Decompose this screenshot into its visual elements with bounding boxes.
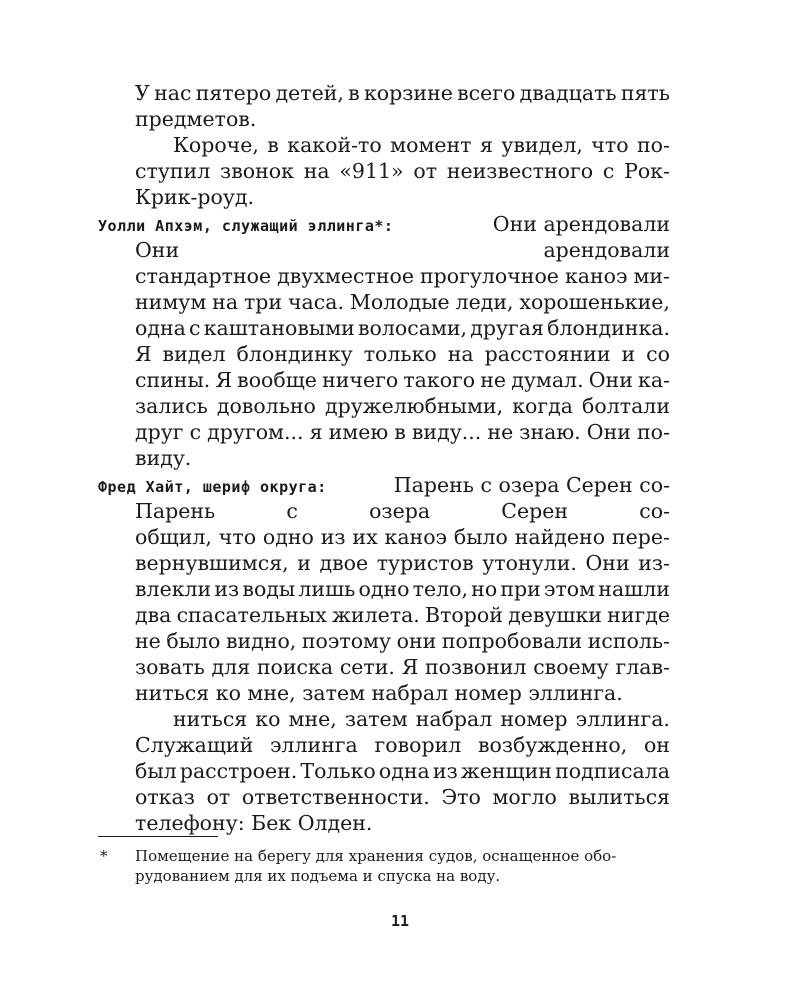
- word: при: [500, 577, 541, 601]
- speaker-label-hayt: Фред Хайт, шериф округа:: [98, 478, 327, 496]
- word: Серен: [501, 499, 569, 523]
- word: поиска: [256, 655, 334, 679]
- word: спасательных: [176, 603, 327, 627]
- text-line-14: [135, 419, 670, 445]
- text-line-12: [135, 367, 670, 393]
- text-line-4: [135, 158, 670, 184]
- text-line-8: [135, 263, 670, 289]
- word: номер: [500, 707, 568, 731]
- word: ответственности.: [241, 785, 430, 809]
- word: Они: [585, 551, 630, 575]
- word: в: [348, 81, 360, 105]
- word: два: [135, 603, 172, 627]
- word: всего: [457, 81, 516, 105]
- text-line-3: [173, 132, 670, 158]
- footnote-line-1: Помещение на берегу для хранения судов, оснащенное обо-: [135, 847, 617, 865]
- word: жилета.: [332, 603, 420, 627]
- word: было: [453, 525, 508, 549]
- text-line-23: [135, 628, 670, 654]
- word: вылиться: [568, 785, 670, 809]
- text-line-30: телефону: Бек Олден.: [135, 811, 373, 835]
- word: другая: [470, 316, 544, 340]
- text-line-17: Парень с озера Серен со-: [393, 473, 670, 497]
- word: отказ: [135, 785, 195, 809]
- text-line-21: [135, 576, 670, 602]
- word: ми-: [633, 264, 670, 288]
- word: могло: [492, 785, 557, 809]
- word: этом: [543, 577, 596, 601]
- word: какой-то: [287, 133, 382, 157]
- speaker-line-1: [98, 211, 670, 239]
- word: от: [206, 785, 231, 809]
- word: Это: [441, 785, 481, 809]
- word: своему: [533, 655, 609, 679]
- word: блондинка.: [547, 316, 670, 340]
- footnote-marker: *: [100, 847, 108, 865]
- text-line-5: Крик-роуд.: [135, 185, 255, 209]
- speaker-label-upham: Уолли Апхэм, служащий эллинга*:: [98, 217, 394, 235]
- word: со-: [639, 499, 670, 523]
- word: арендовали: [543, 238, 670, 262]
- word: Парень: [135, 499, 216, 523]
- word: ко: [255, 707, 281, 731]
- text-line-24: [135, 654, 670, 680]
- word: увидел,: [501, 133, 583, 157]
- word: двое: [319, 551, 369, 575]
- word: но: [471, 577, 498, 601]
- text-line-15: виду.: [135, 446, 192, 470]
- word: Они: [586, 420, 631, 444]
- word: со: [646, 342, 670, 366]
- word: двухместное: [277, 264, 414, 288]
- word: по-: [636, 420, 670, 444]
- word: одно: [262, 525, 314, 549]
- word: Я: [215, 368, 233, 392]
- word: утонули.: [482, 551, 577, 575]
- word: виду...: [411, 420, 482, 444]
- text-line-2: предметов.: [135, 107, 257, 131]
- word: Я: [135, 342, 152, 366]
- word: озера: [369, 499, 431, 523]
- word: набрал: [415, 707, 493, 731]
- word: такого: [403, 368, 476, 392]
- word: был: [135, 759, 177, 783]
- word: туристов: [376, 551, 474, 575]
- word: видно,: [225, 629, 297, 653]
- word: пере-: [611, 525, 670, 549]
- word: имею: [328, 420, 389, 444]
- word: Молодые: [349, 290, 450, 314]
- word: для: [211, 655, 251, 679]
- footnote-rule: [98, 836, 218, 837]
- word: мне,: [288, 707, 337, 731]
- word: друг: [135, 420, 184, 444]
- word: вообще: [237, 368, 317, 392]
- word: пятеро: [195, 81, 272, 105]
- text-line-11: [135, 341, 670, 367]
- word: нашли: [598, 577, 670, 601]
- word: Только: [300, 759, 376, 783]
- word: говорил: [374, 733, 462, 757]
- word: с: [286, 499, 298, 523]
- word: попробовали: [441, 629, 583, 653]
- word: ка-: [638, 368, 670, 392]
- word: расстоянии: [484, 342, 611, 366]
- word: они: [396, 629, 437, 653]
- word: одна: [378, 759, 430, 783]
- word: было: [166, 629, 221, 653]
- page-number: 11: [390, 912, 410, 930]
- text-line-13: [135, 393, 670, 419]
- text-line-27: [135, 732, 670, 758]
- word: Я: [401, 655, 419, 679]
- word: довольно: [216, 394, 316, 418]
- word: на: [212, 290, 239, 314]
- word: знаю.: [519, 420, 581, 444]
- word: от: [413, 159, 438, 183]
- word: лишь: [298, 577, 356, 601]
- word: Короче,: [173, 133, 259, 157]
- word: прогулочное: [419, 264, 559, 288]
- word: из: [214, 577, 240, 601]
- word: расстроен.: [179, 759, 298, 783]
- word: только: [363, 342, 437, 366]
- text-line-29: [135, 784, 670, 810]
- word: из-: [638, 551, 670, 575]
- word: я: [479, 133, 493, 157]
- word: не: [480, 368, 507, 392]
- word: он: [643, 733, 670, 757]
- word: одна: [135, 316, 186, 340]
- word: в: [267, 133, 279, 157]
- word: на: [303, 159, 330, 183]
- word: и: [297, 551, 311, 575]
- word: с: [602, 159, 615, 183]
- word: Они: [135, 238, 180, 262]
- word: Служащий: [135, 733, 254, 757]
- word: возбужденно,: [477, 733, 628, 757]
- word: девушки: [508, 603, 602, 627]
- word: тело,: [412, 577, 468, 601]
- word: три: [243, 290, 283, 314]
- word: воды: [242, 577, 296, 601]
- word: по-: [636, 133, 670, 157]
- word: видел: [162, 342, 226, 366]
- footnote-line-2: рудованием для их подъема и спуска на воду.: [135, 867, 501, 885]
- word: каноэ: [564, 264, 628, 288]
- word: волосами,: [358, 316, 468, 340]
- word: позвонил: [425, 655, 527, 679]
- word: зовать: [135, 655, 205, 679]
- text-line-20: [135, 550, 670, 576]
- word: ничего: [322, 368, 399, 392]
- word: одно: [358, 577, 410, 601]
- word: У: [135, 81, 150, 105]
- word: детей,: [275, 81, 344, 105]
- word: вернувшимся,: [135, 551, 289, 575]
- word: не: [487, 420, 514, 444]
- word: двадцать: [519, 81, 617, 105]
- word: в: [394, 420, 406, 444]
- word: спины.: [135, 368, 211, 392]
- word: стандартное: [135, 264, 272, 288]
- text-line-26: [173, 706, 670, 732]
- word: думал.: [511, 368, 584, 392]
- word: блондинку: [236, 342, 353, 366]
- word: с: [189, 316, 201, 340]
- word: не: [135, 629, 161, 653]
- word: затем: [344, 707, 408, 731]
- word: ниться: [173, 707, 248, 731]
- word: поэтому: [301, 629, 392, 653]
- word: женщин: [460, 759, 552, 783]
- word: ступил: [135, 159, 211, 183]
- word: их: [352, 525, 378, 549]
- word: звонок: [220, 159, 294, 183]
- word: момент: [390, 133, 472, 157]
- word: хорошенькие,: [519, 290, 670, 314]
- word: Рок-: [624, 159, 670, 183]
- word: часа.: [287, 290, 344, 314]
- word: Они: [588, 368, 633, 392]
- word: эллинга: [269, 733, 358, 757]
- word: нимум: [135, 290, 207, 314]
- word: другом...: [207, 420, 304, 444]
- word: пять: [620, 81, 670, 105]
- word: «911»: [339, 159, 404, 183]
- word: корзине: [363, 81, 453, 105]
- word: я: [309, 420, 323, 444]
- word: из: [320, 525, 346, 549]
- word: неизвестного: [446, 159, 594, 183]
- word: нас: [154, 81, 192, 105]
- text-line-28: [135, 758, 670, 784]
- text-line-6: Они арендовали: [492, 212, 670, 236]
- text-line-18: [135, 498, 670, 524]
- word: влекли: [135, 577, 212, 601]
- word: с: [189, 420, 202, 444]
- word: каштановыми: [203, 316, 355, 340]
- text-line-19: [135, 524, 670, 550]
- word: и: [621, 342, 636, 366]
- text-line-25: ниться ко мне, затем набрал номер эллинга.: [135, 681, 623, 705]
- word: глав-: [615, 655, 670, 679]
- word: каноэ: [384, 525, 448, 549]
- word: общил,: [135, 525, 212, 549]
- word: сети.: [339, 655, 395, 679]
- word: болтали: [582, 394, 670, 418]
- word: зались: [135, 394, 208, 418]
- word: найдено: [514, 525, 606, 549]
- word: нигде: [607, 603, 670, 627]
- word: когда: [512, 394, 573, 418]
- text-line-22: [135, 602, 670, 628]
- speaker-line-2: [98, 472, 670, 500]
- word: что: [218, 525, 257, 549]
- word: подписала: [555, 759, 670, 783]
- text-line-7: [135, 237, 670, 263]
- word: что: [591, 133, 629, 157]
- word: дружелюбными,: [324, 394, 504, 418]
- text-line-1: [135, 80, 670, 106]
- word: из: [432, 759, 458, 783]
- word: эллинга.: [575, 707, 670, 731]
- word: на: [447, 342, 474, 366]
- text-line-10: [135, 315, 670, 341]
- word: Второй: [425, 603, 503, 627]
- word: исполь-: [587, 629, 670, 653]
- text-line-9: [135, 289, 670, 315]
- word: леди,: [455, 290, 514, 314]
